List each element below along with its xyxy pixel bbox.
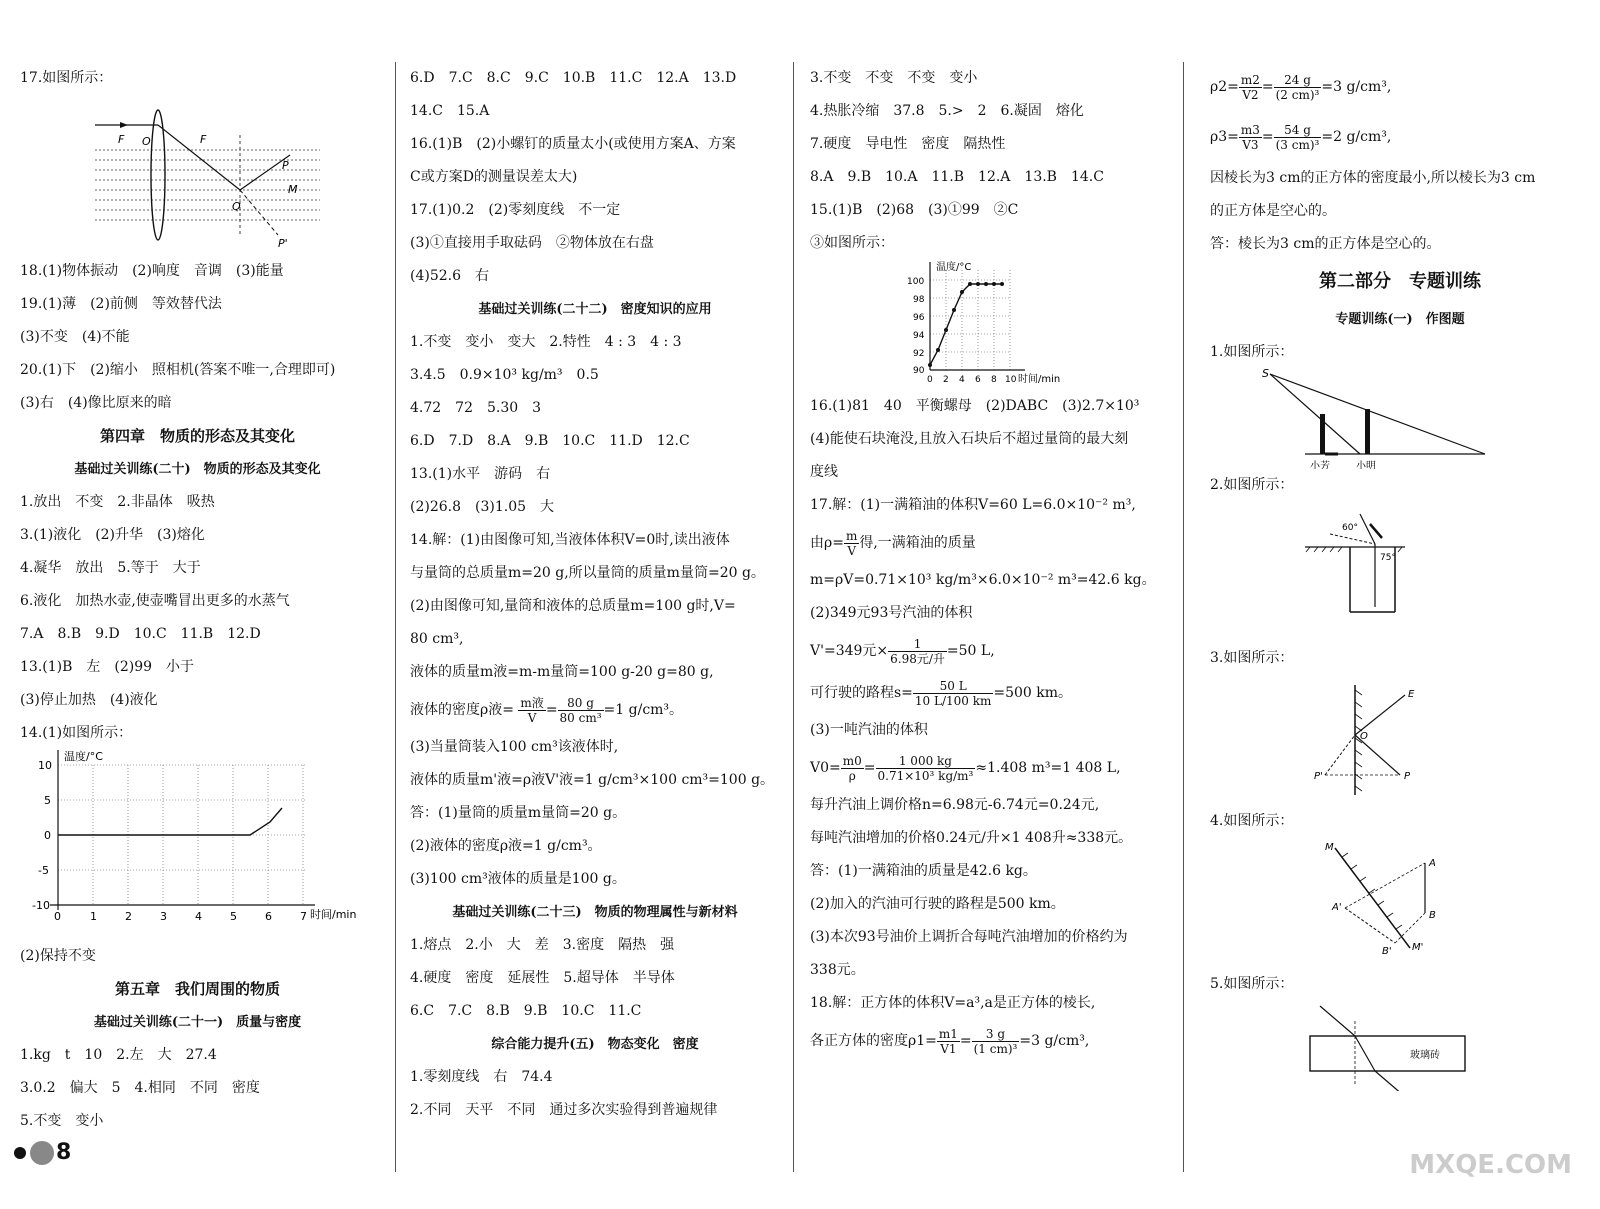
denominator: V2: [1242, 87, 1259, 102]
fraction: [844, 529, 859, 558]
formula-line: V0= $\frac{m0}{\rho}$ = $\frac{1 000 kg}{\text{0.71×10³ kg/m³}}$ ≈1.408 m³=1 408 L,: [810, 753, 1121, 783]
glass-brick-figure: [1210, 1001, 1590, 1091]
y-tick: 98: [913, 295, 925, 305]
answer-line: 4.热胀冷缩 37.8 5.> 2 6.凝固 熔化: [810, 103, 1084, 119]
y-tick: 0: [44, 829, 51, 842]
fraction: [1274, 73, 1322, 102]
answer-line: 液体的质量m'液=ρ液V'液=1 g/cm³×100 cm³=100 g。: [410, 772, 775, 788]
fraction: [972, 1027, 1020, 1056]
answer-line: 14.C 15.A: [410, 103, 490, 119]
answer-line: 4.72 72 5.30 3: [410, 400, 542, 416]
temperature-time-graph: [20, 750, 375, 940]
shadow-figure: [1210, 369, 1590, 469]
chapter-heading: 第四章 物质的形态及其变化: [99, 427, 295, 445]
numerator: m液: [520, 695, 544, 710]
x-tick: 6: [265, 910, 272, 923]
denominator: V1: [940, 1041, 957, 1056]
fig-label-O: O: [142, 135, 151, 148]
answer-line: 1.熔点 2.小 大 差 3.密度 隔热 强: [410, 937, 675, 953]
fraction: [888, 637, 947, 666]
answer-line: 6.C 7.C 8.B 9.B 10.C 11.C: [410, 1003, 642, 1019]
mirror-reflection-figure: [1210, 675, 1590, 805]
x-tick: 2: [125, 910, 132, 923]
x-tick: 5: [230, 910, 237, 923]
formula-line: 液体的密度ρ液= $\frac{\text{m液}}{V}$ = $\frac{80 g}{\text{80 cm³}}$ =1 g/cm³。: [410, 695, 684, 725]
answer-line: (3)停止加热 (4)液化: [20, 692, 158, 708]
y-tick: -10: [32, 899, 50, 912]
fig-label-angle-60: 60°: [1342, 523, 1358, 533]
fraction: [1239, 123, 1262, 152]
axis-label-y: 温度/°C: [64, 750, 103, 763]
decor-dot: [14, 1147, 26, 1159]
well-reflection-figure: [1210, 502, 1590, 642]
column-4: [1210, 62, 1590, 1091]
answer-line: 4.如图所示：: [1210, 813, 1294, 829]
answer-line: 14.(1)如图所示：: [20, 725, 133, 741]
x-tick: 0: [927, 375, 933, 385]
formula-text: =3 g/cm³,: [1019, 1033, 1090, 1049]
answer-line: 18.(1)物体振动 (2)响度 音调 (3)能量: [20, 263, 284, 279]
fraction: [1239, 73, 1262, 102]
answer-line: (2)保持不变: [20, 948, 96, 964]
numerator: 24 g: [1274, 73, 1322, 88]
fraction: [876, 754, 976, 783]
boiling-graph: [810, 260, 1180, 390]
answer-line: 因棱长为3 cm的正方体的密度最小,所以棱长为3 cm: [1210, 170, 1536, 186]
x-tick: 4: [195, 910, 202, 923]
x-tick: 10: [1005, 375, 1017, 385]
formula-line: [810, 522, 1180, 564]
numerator: 54 g: [1274, 123, 1322, 138]
formula-line: ρ2= $\frac{m2}{V2}$ = $\frac{24 g}{\text{(2 cm)³}}$ =3 g/cm³,: [1210, 72, 1392, 102]
x-tick: 8: [991, 375, 997, 385]
x-tick: 2: [943, 375, 949, 385]
answer-line: (4)52.6 右: [410, 268, 490, 284]
denominator: V3: [1242, 137, 1259, 152]
denominator: (2 cm)³: [1275, 87, 1320, 102]
formula-text: 由ρ=: [810, 535, 844, 551]
formula-text: =500 km。: [993, 685, 1073, 701]
fig-label-E: E: [1408, 689, 1415, 700]
fig-label-B: B: [1429, 910, 1436, 921]
column-2: [410, 62, 780, 1127]
formula-text: ρ2=: [1210, 79, 1239, 95]
answer-line: (3)本次93号油价上调折合每吨汽油增加的价格约为: [810, 929, 1128, 945]
answer-line: 20.(1)下 (2)缩小 照相机(答案不唯一,合理即可): [20, 362, 336, 378]
fig-label-A2: A': [1332, 902, 1342, 913]
answer-line: 16.(1)B (2)小螺钉的质量太小(或使用方案A、方案: [410, 136, 736, 152]
answer-line: 度线: [810, 464, 838, 480]
plane-mirror-image-figure: [1210, 838, 1590, 968]
answer-line: 17.(1)0.2 (2)零刻度线 不一定: [410, 202, 621, 218]
formula-line: 各正方体的密度ρ1= $\frac{m1}{V1}$ = $\frac{3 g}{\text{(1 cm)³}}$ =3 g/cm³,: [810, 1026, 1090, 1056]
x-tick: 1: [90, 910, 97, 923]
fig-label-M: M: [1325, 842, 1334, 853]
fraction: [1274, 123, 1322, 152]
x-tick: 6: [975, 375, 981, 385]
answer-line: (3)右 (4)像比原来的暗: [20, 395, 172, 411]
section-heading: 基础过关训练(二十二) 密度知识的应用: [478, 302, 712, 317]
answer-line: (3)当量筒装入100 cm³该液体时,: [410, 739, 619, 755]
answer-line: 4.凝华 放出 5.等于 大于: [20, 560, 201, 576]
answer-line: 3.0.2 偏大 5 4.相同 不同 密度: [20, 1080, 260, 1096]
fig-label-F: F: [118, 133, 125, 146]
answer-line: 18.解：正方体的体积V=a³,a是正方体的棱长,: [810, 995, 1096, 1011]
numerator: 1: [888, 637, 947, 652]
fig-label-xiaofang: 小芳: [1310, 461, 1330, 469]
axis-label-x: 时间/min: [310, 908, 357, 921]
fraction: [937, 1027, 960, 1056]
answer-line: 6.D 7.D 8.A 9.B 10.C 11.D 12.C: [410, 433, 690, 449]
formula-text: V0=: [810, 760, 841, 776]
denominator: (3 cm)³: [1275, 137, 1320, 152]
fig-label-F2: F: [200, 133, 207, 146]
formula-line: ρ3= $\frac{m3}{V3}$ = $\frac{54 g}{\text{(3 cm)³}}$ =2 g/cm³,: [1210, 122, 1392, 152]
answer-line: 1.不变 变小 变大 2.特性 4 : 3 4 : 3: [410, 334, 682, 350]
denominator: 80 cm³: [559, 710, 602, 725]
answer-line: 答：(1)一满箱油的质量是42.6 kg。: [810, 863, 1037, 879]
answer-line: 3.如图所示：: [1210, 650, 1294, 666]
fraction: [841, 754, 864, 783]
y-tick: 10: [38, 759, 52, 772]
fig-label-O: O: [1360, 731, 1368, 742]
answer-line: C或方案D的测量误差太大): [410, 169, 578, 185]
answer-line: 7.A 8.B 9.D 10.C 11.B 12.D: [20, 626, 261, 642]
numerator: 50 L: [913, 679, 993, 694]
answer-line: (2)加入的汽油可行驶的路程是500 km。: [810, 896, 1065, 912]
column-divider: [793, 62, 794, 1172]
answer-line: 每吨汽油增加的价格0.24元/升×1 408升≈338元。: [810, 830, 1133, 846]
numerator: m0: [842, 753, 862, 768]
answer-line: 1.kg t 10 2.左 大 27.4: [20, 1047, 217, 1063]
answer-line: (3)100 cm³液体的质量是100 g。: [410, 871, 626, 887]
decor-ball: [30, 1141, 54, 1165]
answer-line: 13.(1)B 左 (2)99 小于: [20, 659, 195, 675]
answer-line: (2)349元93号汽油的体积: [810, 605, 973, 621]
answer-line: (2)26.8 (3)1.05 大: [410, 499, 555, 515]
answer-line: 5.不变 变小: [20, 1113, 104, 1129]
numerator: m: [845, 528, 858, 543]
formula-text: ≈1.408 m³=1 408 L,: [975, 760, 1121, 776]
numerator: 1 000 kg: [876, 754, 976, 769]
answer-line: 338元。: [810, 962, 865, 978]
answer-line: 5.如图所示：: [1210, 976, 1294, 992]
numerator: m3: [1240, 122, 1260, 137]
x-tick: 4: [959, 375, 965, 385]
axis-label-x: 时间/min: [1018, 374, 1061, 385]
answer-line: 17.解：(1)一满箱油的体积V=60 L=6.0×10⁻² m³,: [810, 497, 1136, 513]
numerator: 3 g: [972, 1027, 1020, 1042]
fig-label-P2: P': [278, 237, 288, 250]
answer-line: 3.(1)液化 (2)升华 (3)熔化: [20, 527, 205, 543]
formula-text: V'=349元×: [810, 643, 889, 659]
section-heading: 基础过关训练(二十三) 物质的物理属性与新材料: [452, 905, 738, 920]
answer-line: 3.不变 不变 不变 变小: [810, 70, 978, 86]
answer-line: 7.硬度 导电性 密度 隔热性: [810, 136, 1006, 152]
column-3: [810, 62, 1180, 1062]
section-heading: 基础过关训练(二十) 物质的形态及其变化: [74, 462, 321, 477]
denominator: (1 cm)³: [973, 1041, 1018, 1056]
answer-line: (3)①直接用手取砝码 ②物体放在右盘: [410, 235, 654, 251]
numerator: 80 g: [558, 696, 604, 711]
answer-line: 3.4.5 0.9×10³ kg/m³ 0.5: [410, 367, 599, 383]
answer-line: (2)液体的密度ρ液=1 g/cm³。: [410, 838, 602, 854]
answer-line: 13.(1)水平 游码 右: [410, 466, 551, 482]
fraction: [913, 679, 993, 708]
denominator: ρ: [848, 768, 856, 783]
axis-label-y: 温度/°C: [936, 262, 972, 273]
page-number: [14, 1140, 71, 1165]
answer-line: 1.零刻度线 右 74.4: [410, 1069, 553, 1085]
answer-line: 4.硬度 密度 延展性 5.超导体 半导体: [410, 970, 675, 986]
fig-label-glass: 玻璃砖: [1410, 1050, 1440, 1061]
formula-text: ρ3=: [1210, 129, 1239, 145]
formula-text: =1 g/cm³。: [603, 702, 684, 718]
column-1: [20, 62, 375, 1138]
part-heading: 第二部分 专题训练: [1319, 271, 1481, 292]
answer-line: 2.不同 天平 不同 通过多次实验得到普遍规律: [410, 1102, 718, 1118]
answer-line: 与量筒的总质量m=20 g,所以量筒的质量m量筒=20 g。: [410, 565, 765, 581]
page-number-text: 8: [56, 1140, 72, 1165]
x-tick: 0: [54, 910, 61, 923]
answer-line: 6.液化 加热水壶,使壶嘴冒出更多的水蒸气: [20, 593, 290, 609]
answer-line: (3)一吨汽油的体积: [810, 722, 928, 738]
denominator: 0.71×10³ kg/m³: [877, 768, 974, 783]
fig-label-xiaoming: 小明: [1356, 461, 1376, 469]
fig-label-angle-75: 75°: [1380, 553, 1396, 563]
y-tick: -5: [38, 864, 49, 877]
answer-line: 的正方体是空心的。: [1210, 203, 1336, 219]
y-tick: 92: [913, 349, 925, 359]
answer-line: 1.放出 不变 2.非晶体 吸热: [20, 494, 215, 510]
denominator: V: [847, 543, 856, 558]
answer-line: 液体的质量m液=m-m量筒=100 g-20 g=80 g,: [410, 664, 714, 680]
answer-line: 16.(1)81 40 平衡螺母 (2)DABC (3)2.7×10³: [810, 398, 1140, 414]
denominator: V: [527, 710, 537, 725]
y-tick: 100: [907, 277, 925, 287]
denominator: 10 L/100 km: [914, 693, 992, 708]
fig-label-B2: B': [1382, 946, 1392, 957]
answer-line: 答：棱长为3 cm的正方体是空心的。: [1210, 236, 1441, 252]
answer-line: (4)能使石块淹没,且放入石块后不超过量筒的最大刻: [810, 431, 1129, 447]
fig-label-M: M: [288, 183, 298, 196]
x-tick: 3: [160, 910, 167, 923]
answer-line: (3)不变 (4)不能: [20, 329, 130, 345]
section-heading: 基础过关训练(二十一) 质量与密度: [93, 1015, 302, 1030]
section-heading: 专题训练(一) 作图题: [1335, 312, 1465, 327]
answer-line: 15.(1)B (2)68 (3)①99 ②C: [810, 202, 1019, 218]
answer-line: 答：(1)量筒的质量m量筒=20 g。: [410, 805, 627, 821]
formula-line: [810, 672, 1180, 714]
formula-text: =2 g/cm³,: [1321, 129, 1392, 145]
y-tick: 96: [913, 313, 925, 323]
lens-refraction-figure: [20, 95, 375, 255]
answer-line: m=ρV=0.71×10³ kg/m³×6.0×10⁻² m³=42.6 kg。: [810, 572, 1156, 588]
denominator: 6.98元/升: [890, 651, 945, 666]
column-divider: [1183, 62, 1184, 1172]
answer-line: ③如图所示：: [810, 235, 894, 251]
numerator: m2: [1240, 72, 1260, 87]
fraction: [558, 696, 604, 725]
formula-text: 得,一满箱油的质量: [859, 535, 976, 551]
answer-line: 19.(1)薄 (2)前侧 等效替代法: [20, 296, 222, 312]
formula-text: =3 g/cm³,: [1321, 79, 1392, 95]
fig-label-M2: M': [1412, 942, 1424, 953]
formula-text: =50 L,: [946, 643, 995, 659]
fig-label-P: P: [1404, 771, 1411, 782]
answer-line: 6.D 7.C 8.C 9.C 10.B 11.C 12.A 13.D: [410, 70, 737, 86]
fig-label-P: P: [282, 159, 289, 172]
answer-line: 8.A 9.B 10.A 11.B 12.A 13.B 14.C: [810, 169, 1104, 185]
formula-text: 液体的密度ρ液=: [410, 702, 514, 718]
fig-label-A: A: [1429, 858, 1436, 869]
answer-line: 14.解：(1)由图像可知,当液体体积V=0时,读出液体: [410, 532, 730, 548]
fig-label-P2: P': [1314, 771, 1323, 782]
fig-label-Q: Q: [232, 200, 241, 213]
y-tick: 90: [913, 366, 925, 376]
fraction: [518, 696, 545, 725]
column-divider: [395, 62, 396, 1172]
section-heading: 综合能力提升(五) 物态变化 密度: [491, 1037, 699, 1052]
y-tick: 94: [913, 331, 925, 341]
answer-line: 每升汽油上调价格n=6.98元-6.74元=0.24元,: [810, 797, 1100, 813]
formula-text: 可行驶的路程s=: [810, 685, 913, 701]
numerator: m1: [938, 1026, 958, 1041]
answer-line: 2.如图所示：: [1210, 477, 1294, 493]
formula-text: 各正方体的密度ρ1=: [810, 1033, 937, 1049]
watermark: MXQE.COM: [1409, 1150, 1572, 1180]
fig-label-S: S: [1262, 369, 1269, 380]
chapter-heading: 第五章 我们周围的物质: [114, 980, 280, 998]
answer-line: (2)由图像可知,量筒和液体的总质量m=100 g时,V=: [410, 598, 736, 614]
formula-line: [810, 630, 1180, 672]
x-tick: 7: [300, 910, 307, 923]
answer-line: 80 cm³,: [410, 631, 464, 647]
answer-line: 1.如图所示：: [1210, 344, 1294, 360]
answer-line: 17.如图所示：: [20, 70, 113, 86]
y-tick: 5: [44, 794, 51, 807]
